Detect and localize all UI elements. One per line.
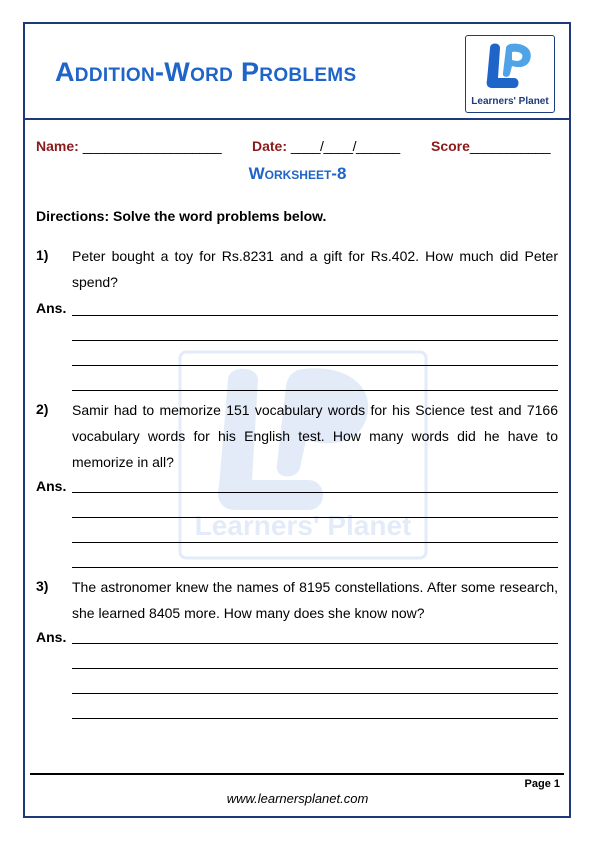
question-2-number: 2) — [36, 401, 49, 417]
question-3-answer-label: Ans. — [36, 629, 67, 645]
date-blank[interactable]: ____/____/______ — [290, 138, 400, 154]
question-3-text: The astronomer knew the names of 8195 constellations. After some research, she learned 8405 more. How many does she know now? — [72, 579, 558, 621]
question-1-text: Peter bought a toy for Rs.8231 and a gift for Rs.402. How much did Peter spend? — [72, 248, 558, 290]
answer-line[interactable] — [72, 492, 558, 493]
name-field — [36, 138, 221, 154]
question-1-answer-label: Ans. — [36, 300, 67, 316]
question-2-answer-label: Ans. — [36, 478, 67, 494]
answer-line[interactable] — [72, 718, 558, 719]
date-field — [252, 138, 400, 154]
logo-text: Learners' Planet — [471, 96, 549, 107]
answer-line[interactable] — [72, 340, 558, 341]
worksheet-title: Addition-Word Problems — [55, 57, 357, 87]
answer-line[interactable] — [72, 668, 558, 669]
answer-line[interactable] — [72, 567, 558, 568]
answer-line[interactable] — [72, 315, 558, 316]
question-2-text: Samir had to memorize 151 vocabulary words for his Science test and 7166 vocabulary words for his English test. How many words did he have to memorize in all? — [72, 402, 558, 470]
learners-planet-logo — [465, 35, 555, 113]
question-1-number: 1) — [36, 247, 49, 263]
name-label: Name: — [36, 138, 79, 154]
page-number: Page 1 — [524, 778, 560, 790]
answer-line[interactable] — [72, 517, 558, 518]
footer-divider — [30, 773, 564, 775]
score-field — [431, 138, 550, 154]
name-blank[interactable]: ___________________ — [82, 138, 222, 154]
answer-line[interactable] — [72, 643, 558, 644]
header-divider — [25, 118, 570, 120]
question-3-number: 3) — [36, 578, 49, 594]
score-blank[interactable]: ___________ — [469, 138, 551, 154]
score-label: Score — [431, 138, 470, 154]
answer-line[interactable] — [72, 693, 558, 694]
answer-line[interactable] — [72, 365, 558, 366]
website-url[interactable]: www.learnersplanet.com — [226, 791, 369, 806]
answer-line[interactable] — [72, 542, 558, 543]
worksheet-number: Worksheet-8 — [248, 164, 347, 183]
watermark-text: Learners' Planet — [194, 510, 412, 541]
directions-text: Directions: Solve the word problems below. — [36, 208, 327, 224]
lp-logo-icon — [480, 40, 540, 96]
answer-line[interactable] — [72, 390, 558, 391]
date-label: Date: — [252, 138, 288, 154]
